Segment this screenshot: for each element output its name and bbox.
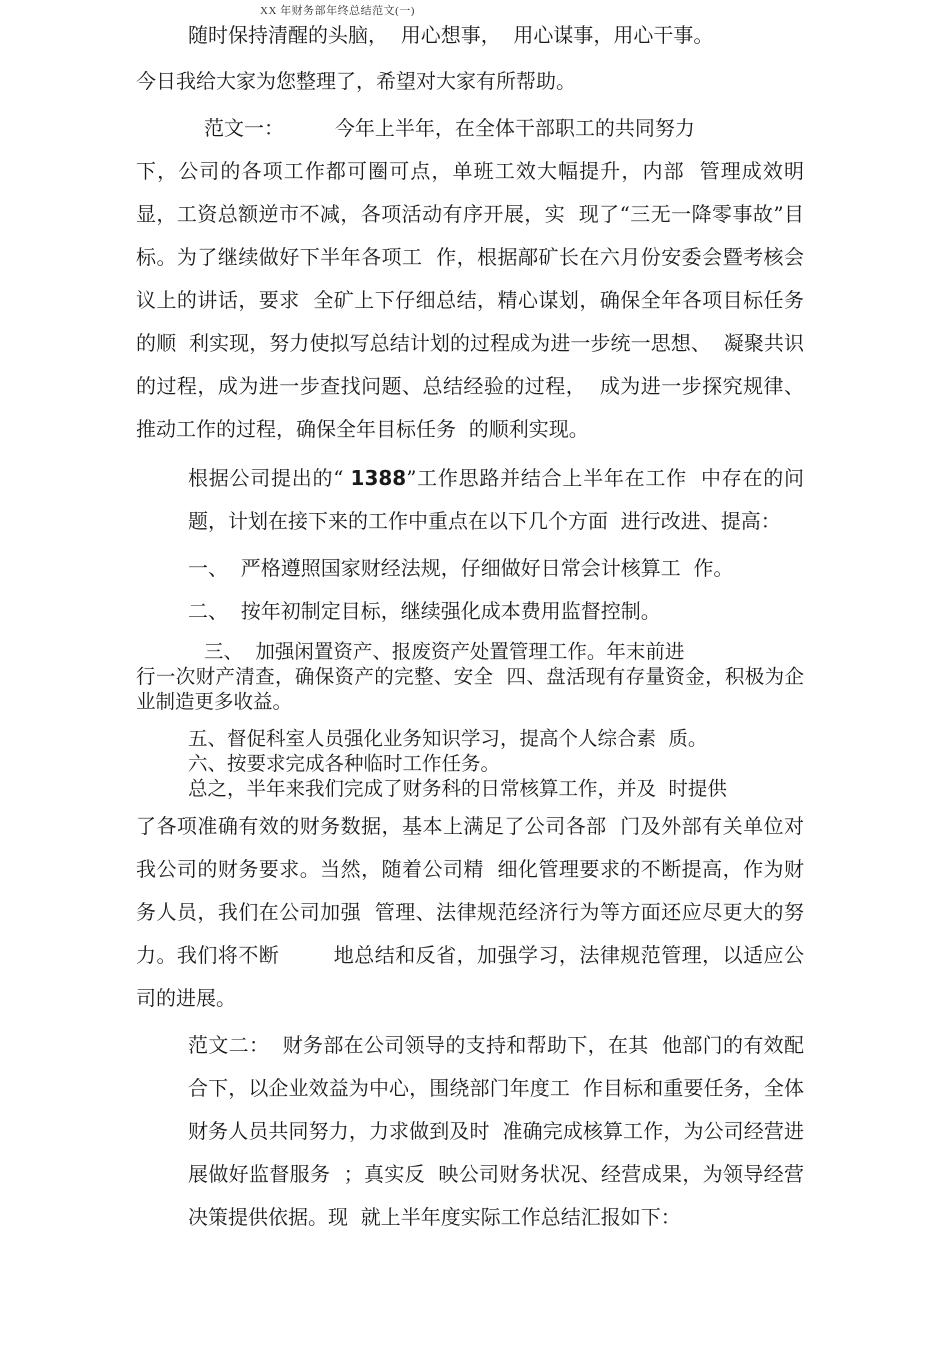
plan-text-pre: 根据公司提出的“: [188, 466, 351, 490]
list-item-two: 二、 按年初制定目标，继续强化成本费用监督控制。: [188, 599, 661, 623]
list-item-three-body: 行一次财产清查，确保资产的完整、安全 四、盘活现有存量资金，积极为企业制造更多收益。: [136, 665, 804, 713]
paragraph-plan: [136, 457, 804, 543]
list-item-six: 六、按要求完成各种临时工作任务。: [188, 752, 501, 775]
paragraph-summary-lead: 总之，半年来我们完成了财务科的日常核算工作，并及 时提供: [188, 777, 727, 800]
page-header: XX 年财务部年终总结范文(一): [260, 5, 415, 17]
list-item-five: 五、督促科室人员强化业务知识学习，提高个人综合素 质。: [188, 727, 708, 750]
list-item-three-lead: 三、 加强闲置资产、报废资产处置管理工作。年末前进: [204, 640, 685, 663]
paragraph-summary-body: 了各项准确有效的财务数据，基本上满足了公司各部 门及外部有关单位对我公司的财务要求。当然，随着公司精 细化管理要求的不断提高，作为财务人员，我们在公司加强 管理、法律规范经济行为等方面还应尽更大的努力。我们将不断 地总结和反省，加强学习，法律规范管理，以适应公司的进展。: [136, 814, 804, 1010]
list-item-one: 一、 严格遵照国家财经法规，仔细做好日常会计核算工 作。: [188, 556, 734, 580]
plan-text-post: ”工作思路并结合上半年在工作 中存在的问题，计划在接下来的工作中重点在以下几个方面 进行改进、提高：: [188, 466, 804, 533]
document-body: [136, 14, 804, 1239]
paragraph-opening: 随时保持清醒的头脑， 用心想事， 用心谋事，用心干事。: [188, 23, 714, 47]
paragraph-sample-one-lead: 范文一： 今年上半年，在全体干部职工的共同努力: [204, 116, 695, 140]
paragraph-sample-two: 范文二： 财务部在公司领导的支持和帮助下，在其 他部门的有效配合下，以企业效益为中心，围绕部门年度工 作目标和重要任务，全体财务人员共同努力，力求做到及时 准确完成核算工作，为公司经营进展做好监督服务 ；真实反 映公司财务状况、经营成果，为领导经营决策提供依据。现 就上半年度实际工作总结汇报如下：: [188, 1033, 804, 1229]
plan-number: 1388: [350, 466, 407, 490]
paragraph-sample-one-body: 下，公司的各项工作都可圈可点，单班工效大幅提升，内部 管理成效明显，工资总额逆市不减，各项活动有序开展，实 现了“三无一降零事故”目标。为了继续做好下半年各项工 作，根据鄗矿长在六月份安委会暨考核会议上的讲话，要求 全矿上下仔细总结，精心谋划，确保全年各项目标任务的顺 利实现，努力使拟写总结计划的过程成为进一步统一思想、 凝聚共识的过程，成为进一步查找问题、总结经验的过程， 成为进一步探究规律、推动工作的过程，确保全年目标任务 的顺利实现。: [136, 159, 804, 441]
paragraph-intro: 今日我给大家为您整理了，希望对大家有所帮助。: [136, 69, 576, 93]
